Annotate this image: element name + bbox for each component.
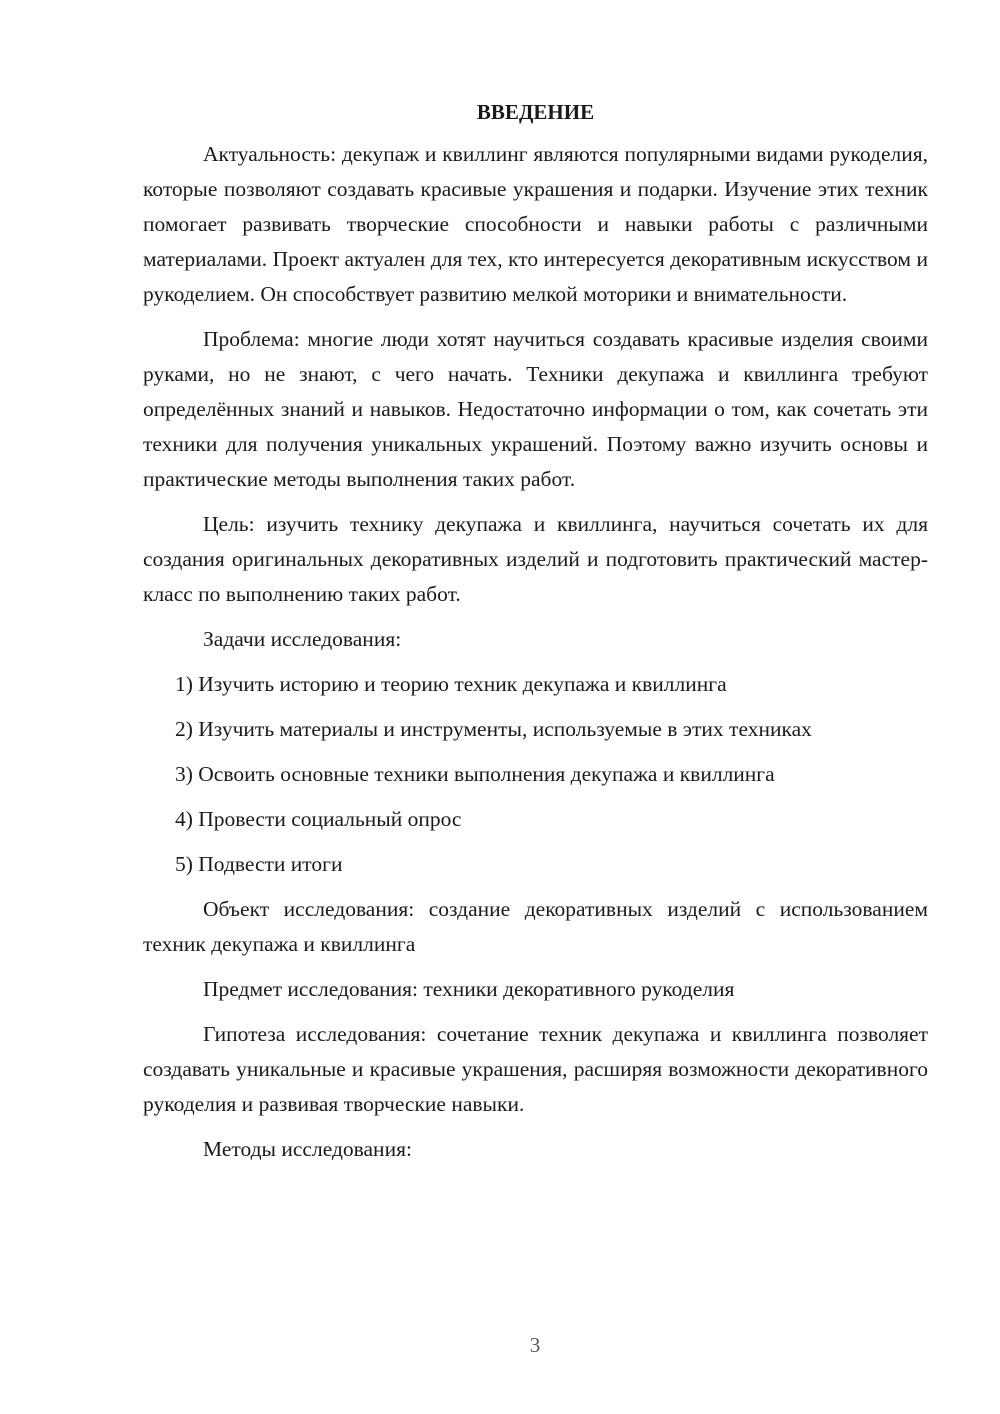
paragraph-tasks-heading: Задачи исследования: — [203, 627, 402, 651]
list-item: 1) Изучить историю и теорию техник декупажа и квиллинга — [175, 672, 727, 696]
paragraph-goal: Цель: изучить технику декупажа и квиллинга, научиться сочетать их для создания оригинальных декоративных изделий и подготовить практический мастер-класс по выполнению таких работ. — [143, 512, 928, 606]
paragraph-relevance: Актуальность: декупаж и квиллинг являются популярными видами рукоделия, которые позволяют создавать красивые украшения и подарки. Изучение этих техник помогает развивать творческие способности и навыки работы с различными материалами. Проект актуален для тех, кто интересуется декоративным искусством и рукоделием. Он способствует развитию мелкой моторики и внимательности. — [143, 142, 928, 306]
paragraph-hypothesis: Гипотеза исследования: сочетание техник декупажа и квиллинга позволяет создавать уникальные и красивые украшения, расширяя возможности декоративного рукоделия и развивая творческие навыки. — [143, 1022, 928, 1116]
paragraph-subject: Предмет исследования: техники декоративного рукоделия — [203, 977, 735, 1001]
paragraph-methods: Методы исследования: — [203, 1137, 412, 1161]
list-item: 4) Провести социальный опрос — [175, 807, 462, 831]
page-title: ВВЕДЕНИЕ — [476, 100, 595, 124]
paragraph-object: Объект исследования: создание декоративных изделий с использованием техник декупажа и квиллинга — [143, 897, 928, 956]
tasks-list — [143, 667, 928, 882]
document-page — [143, 97, 928, 1177]
list-item: 3) Освоить основные техники выполнения декупажа и квиллинга — [175, 762, 775, 786]
page-number: 3 — [529, 1333, 541, 1357]
paragraph-problem: Проблема: многие люди хотят научиться создавать красивые изделия своими руками, но не знают, с чего начать. Техники декупажа и квиллинга требуют определённых знаний и навыков. Недостаточно информации о том, как сочетать эти техники для получения уникальных украшений. Поэтому важно изучить основы и практические методы выполнения таких работ. — [143, 327, 928, 491]
list-item: 5) Подвести итоги — [175, 852, 343, 876]
list-item: 2) Изучить материалы и инструменты, используемые в этих техниках — [175, 717, 812, 741]
